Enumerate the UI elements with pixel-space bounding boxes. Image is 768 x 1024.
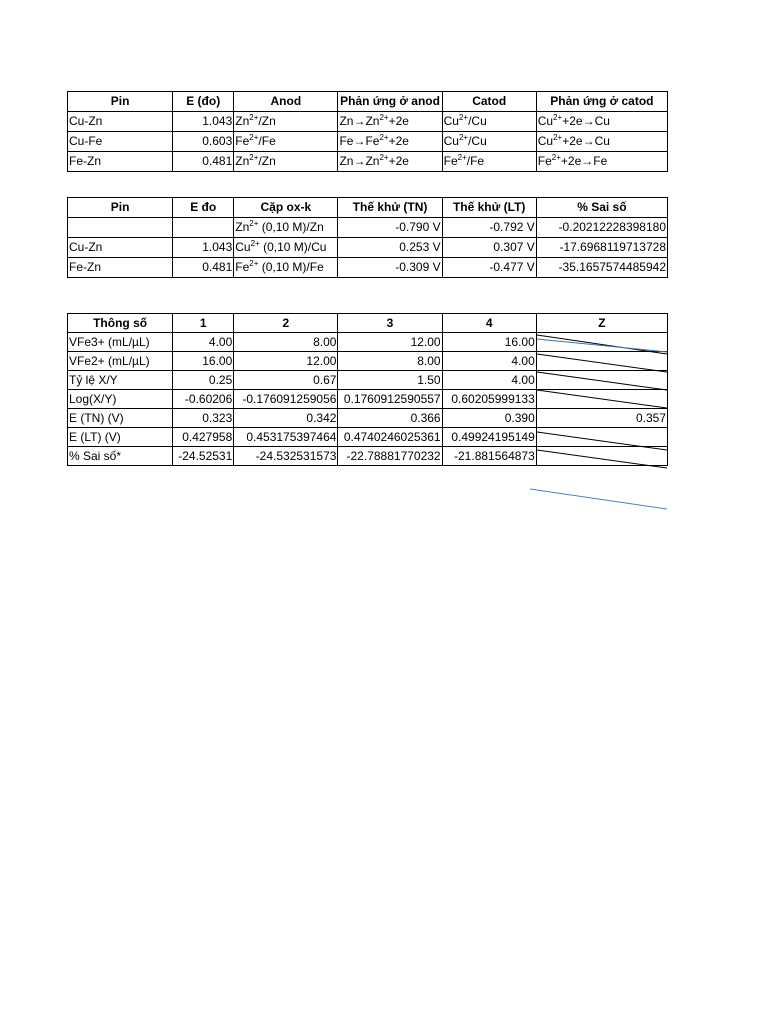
cell-anod-reaction-charge: 2+ bbox=[379, 113, 389, 122]
cell-catod[interactable] bbox=[442, 112, 536, 132]
cell-catod-reaction-charge: 2+ bbox=[551, 153, 561, 162]
cell-catod-charge: 2+ bbox=[457, 153, 467, 162]
cell-error-percent[interactable]: -0.20212228398180 bbox=[536, 218, 667, 238]
cell-e-do[interactable]: 0.481 bbox=[173, 258, 234, 278]
cell-value-z[interactable]: 0.357 bbox=[536, 409, 667, 428]
cell-anod-tail: /Zn bbox=[258, 154, 276, 168]
cell-value-c3[interactable]: 0.366 bbox=[338, 409, 442, 428]
cell-value-c3[interactable]: -22.78881770232 bbox=[338, 447, 442, 466]
table-row bbox=[68, 390, 668, 409]
table-row bbox=[68, 371, 668, 390]
cell-anod-charge: 2+ bbox=[249, 113, 259, 122]
cell-parameter-label[interactable]: VFe3+ (mL/µL) bbox=[68, 333, 173, 352]
cell-value-c4[interactable]: -21.881564873 bbox=[442, 447, 536, 466]
table-row bbox=[68, 333, 668, 352]
cell-potential-lt[interactable]: 0.307 V bbox=[442, 238, 536, 258]
cell-e-do[interactable]: 1.043 bbox=[173, 238, 234, 258]
cell-pin[interactable]: Cu-Zn bbox=[68, 112, 173, 132]
header-anod[interactable]: Anod bbox=[234, 92, 338, 112]
cell-e-do[interactable]: 0.481 bbox=[173, 152, 234, 172]
cell-anod-tail: /Zn bbox=[258, 114, 276, 128]
cell-e-do[interactable]: 1.043 bbox=[173, 112, 234, 132]
cell-parameter-label[interactable]: Log(X/Y) bbox=[68, 390, 173, 409]
cell-anod-reaction[interactable] bbox=[338, 112, 442, 132]
table-row bbox=[68, 218, 668, 238]
cell-value-c4[interactable]: 16.00 bbox=[442, 333, 536, 352]
cell-redox-pair-text: Cu bbox=[235, 240, 251, 254]
header-col-3[interactable]: 3 bbox=[338, 314, 442, 333]
table-reduction-potentials bbox=[67, 197, 668, 278]
cell-pin[interactable]: Fe-Zn bbox=[68, 258, 173, 278]
cell-redox-pair[interactable] bbox=[234, 258, 338, 278]
header-catod-reaction[interactable]: Phản ứng ở catod bbox=[536, 92, 667, 112]
table-row bbox=[68, 352, 668, 371]
cell-catod-reaction[interactable] bbox=[536, 112, 667, 132]
cell-pin[interactable] bbox=[68, 218, 173, 238]
cell-potential-tn[interactable]: -0.790 V bbox=[338, 218, 442, 238]
cell-catod-reaction-tail: +2e→Fe bbox=[560, 154, 608, 168]
cell-anod-tail: /Fe bbox=[258, 134, 276, 148]
cell-anod-reaction-tail: +2e bbox=[388, 154, 409, 168]
cell-catod-charge: 2+ bbox=[458, 133, 469, 142]
header-col-2[interactable]: 2 bbox=[234, 314, 338, 333]
cell-redox-pair-tail: (0,10 M)/Fe bbox=[258, 260, 324, 274]
table-pin-reactions bbox=[67, 91, 668, 172]
cell-e-do[interactable]: 0.603 bbox=[173, 132, 234, 152]
cell-value-c2[interactable]: 0.342 bbox=[234, 409, 338, 428]
cell-value-c1[interactable]: 0.427958 bbox=[173, 428, 234, 447]
table-header-row bbox=[68, 92, 668, 112]
cell-error-percent[interactable]: -35.1657574485942 bbox=[536, 258, 667, 278]
header-pin[interactable]: Pin bbox=[68, 198, 173, 218]
cell-value-c2[interactable]: 8.00 bbox=[234, 333, 338, 352]
cell-anod[interactable] bbox=[234, 132, 338, 152]
cell-redox-pair-charge: 2+ bbox=[249, 259, 259, 268]
cell-catod-tail: /Cu bbox=[468, 134, 487, 148]
cell-potential-tn[interactable]: 0.253 V bbox=[338, 238, 442, 258]
cell-value-z[interactable] bbox=[536, 447, 667, 466]
cell-value-c3[interactable]: 0.4740246025361 bbox=[338, 428, 442, 447]
header-pin[interactable]: Pin bbox=[68, 92, 173, 112]
header-error-percent[interactable]: % Sai số bbox=[536, 198, 667, 218]
cell-catod[interactable] bbox=[442, 152, 536, 172]
cell-catod-charge: 2+ bbox=[458, 113, 469, 122]
cell-value-c3[interactable]: 1.50 bbox=[338, 371, 442, 390]
header-col-4[interactable]: 4 bbox=[442, 314, 536, 333]
cell-value-c2[interactable]: 12.00 bbox=[234, 352, 338, 371]
cell-anod-text: Zn bbox=[235, 154, 250, 168]
cell-value-c1[interactable]: 0.323 bbox=[173, 409, 234, 428]
cell-catod-reaction[interactable] bbox=[536, 152, 667, 172]
cell-anod-reaction[interactable] bbox=[338, 132, 442, 152]
cell-redox-pair[interactable] bbox=[234, 218, 338, 238]
cell-anod-reaction[interactable] bbox=[338, 152, 442, 172]
cell-value-c4[interactable]: 0.390 bbox=[442, 409, 536, 428]
cell-anod-reaction-text: Zn→Zn bbox=[339, 114, 380, 128]
header-e-do[interactable]: E đo bbox=[173, 198, 234, 218]
cell-anod-reaction-tail: +2e bbox=[388, 134, 409, 148]
cell-value-c2[interactable]: -24.532531573 bbox=[234, 447, 338, 466]
cell-pin[interactable]: Cu-Fe bbox=[68, 132, 173, 152]
cell-value-c1[interactable]: -0.60206 bbox=[173, 390, 234, 409]
table-header-row bbox=[68, 198, 668, 218]
cell-redox-pair-tail: (0,10 M)/Zn bbox=[258, 220, 324, 234]
cell-catod-reaction[interactable] bbox=[536, 132, 667, 152]
cell-catod-reaction-charge: 2+ bbox=[553, 133, 563, 142]
cell-parameter-label[interactable]: VFe2+ (mL/µL) bbox=[68, 352, 173, 371]
cell-value-c4[interactable]: 0.60205999133 bbox=[442, 390, 536, 409]
header-col-1[interactable]: 1 bbox=[173, 314, 234, 333]
cell-pin[interactable]: Fe-Zn bbox=[68, 152, 173, 172]
cell-error-percent[interactable]: -17.6968119713728 bbox=[536, 238, 667, 258]
cell-redox-pair-text: Zn bbox=[235, 220, 250, 234]
cell-catod[interactable] bbox=[442, 132, 536, 152]
cell-anod-reaction-text: Zn→Zn bbox=[339, 154, 380, 168]
cell-parameter-label[interactable]: % Sai số* bbox=[68, 447, 173, 466]
cell-catod-reaction-charge: 2+ bbox=[553, 113, 563, 122]
cell-value-c3[interactable]: 8.00 bbox=[338, 352, 442, 371]
stray-blue-line[interactable] bbox=[530, 489, 667, 509]
cell-catod-reaction-text: Cu bbox=[537, 114, 554, 128]
cell-parameter-label[interactable]: E (LT) (V) bbox=[68, 428, 173, 447]
cell-value-z[interactable] bbox=[536, 390, 667, 409]
table-row bbox=[68, 447, 668, 466]
cell-parameter-label[interactable]: Tỷ lệ X/Y bbox=[68, 371, 173, 390]
cell-anod-charge: 2+ bbox=[249, 133, 259, 142]
table-header-row bbox=[68, 314, 668, 333]
cell-value-c1[interactable]: 16.00 bbox=[173, 352, 234, 371]
cell-potential-tn[interactable]: -0.309 V bbox=[338, 258, 442, 278]
table-row bbox=[68, 238, 668, 258]
cell-value-z[interactable] bbox=[536, 371, 667, 390]
cell-value-c2[interactable]: -0.176091259056 bbox=[234, 390, 338, 409]
cell-catod-tail: /Fe bbox=[466, 154, 485, 168]
cell-catod-reaction-text: Cu bbox=[537, 134, 554, 148]
cell-anod-reaction-text: Fe→Fe bbox=[339, 134, 380, 148]
table-row bbox=[68, 428, 668, 447]
cell-anod[interactable] bbox=[234, 112, 338, 132]
header-potential-lt[interactable]: Thế khử (LT) bbox=[442, 198, 536, 218]
cell-value-c1[interactable]: -24.52531 bbox=[173, 447, 234, 466]
cell-potential-lt[interactable]: -0.792 V bbox=[442, 218, 536, 238]
cell-value-c2[interactable]: 0.453175397464 bbox=[234, 428, 338, 447]
cell-anod[interactable] bbox=[234, 152, 338, 172]
cell-value-z[interactable] bbox=[536, 352, 667, 371]
table-row bbox=[68, 132, 668, 152]
cell-value-c1[interactable]: 4.00 bbox=[173, 333, 234, 352]
cell-value-c3[interactable]: 0.1760912590557 bbox=[338, 390, 442, 409]
cell-value-c1[interactable]: 0.25 bbox=[173, 371, 234, 390]
cell-redox-pair[interactable] bbox=[234, 238, 338, 258]
cell-catod-reaction-tail: +2e→Cu bbox=[562, 114, 610, 128]
cell-anod-reaction-charge: 2+ bbox=[379, 153, 389, 162]
table-row bbox=[68, 152, 668, 172]
cell-redox-pair-charge: 2+ bbox=[249, 219, 259, 228]
table-fe-ratio-measurements bbox=[67, 313, 668, 466]
cell-e-do[interactable] bbox=[173, 218, 234, 238]
cell-anod-charge: 2+ bbox=[249, 153, 259, 162]
cell-anod-reaction-tail: +2e bbox=[388, 114, 409, 128]
cell-catod-text: Cu bbox=[443, 134, 459, 148]
table-row bbox=[68, 258, 668, 278]
cell-value-c4[interactable]: 4.00 bbox=[442, 371, 536, 390]
cell-pin[interactable]: Cu-Zn bbox=[68, 238, 173, 258]
cell-potential-lt[interactable]: -0.477 V bbox=[442, 258, 536, 278]
cell-value-c2[interactable]: 0.67 bbox=[234, 371, 338, 390]
cell-catod-reaction-text: Fe bbox=[537, 154, 552, 168]
table-row bbox=[68, 112, 668, 132]
cell-anod-reaction-charge: 2+ bbox=[379, 133, 389, 142]
cell-catod-text: Cu bbox=[443, 114, 459, 128]
cell-value-z[interactable] bbox=[536, 333, 667, 352]
header-e-do[interactable]: E (đo) bbox=[173, 92, 234, 112]
cell-anod-text: Zn bbox=[235, 114, 250, 128]
table-row bbox=[68, 409, 668, 428]
cell-value-c3[interactable]: 12.00 bbox=[338, 333, 442, 352]
cell-catod-tail: /Cu bbox=[468, 114, 487, 128]
cell-parameter-label[interactable]: E (TN) (V) bbox=[68, 409, 173, 428]
cell-redox-pair-text: Fe bbox=[235, 260, 250, 274]
header-col-z[interactable]: Z bbox=[536, 314, 667, 333]
cell-redox-pair-tail: (0,10 M)/Cu bbox=[259, 240, 327, 254]
header-potential-tn[interactable]: Thế khử (TN) bbox=[338, 198, 442, 218]
cell-value-c4[interactable]: 4.00 bbox=[442, 352, 536, 371]
cell-anod-text: Fe bbox=[235, 134, 250, 148]
header-catod[interactable]: Catod bbox=[442, 92, 536, 112]
header-anod-reaction[interactable]: Phản ứng ở anod bbox=[338, 92, 442, 112]
header-redox-pair[interactable]: Cặp ox-k bbox=[234, 198, 338, 218]
header-parameter[interactable]: Thông số bbox=[68, 314, 173, 333]
cell-value-z[interactable] bbox=[536, 428, 667, 447]
cell-redox-pair-charge: 2+ bbox=[250, 239, 260, 248]
cell-catod-text: Fe bbox=[443, 154, 458, 168]
cell-catod-reaction-tail: +2e→Cu bbox=[562, 134, 610, 148]
cell-value-c4[interactable]: 0.49924195149 bbox=[442, 428, 536, 447]
